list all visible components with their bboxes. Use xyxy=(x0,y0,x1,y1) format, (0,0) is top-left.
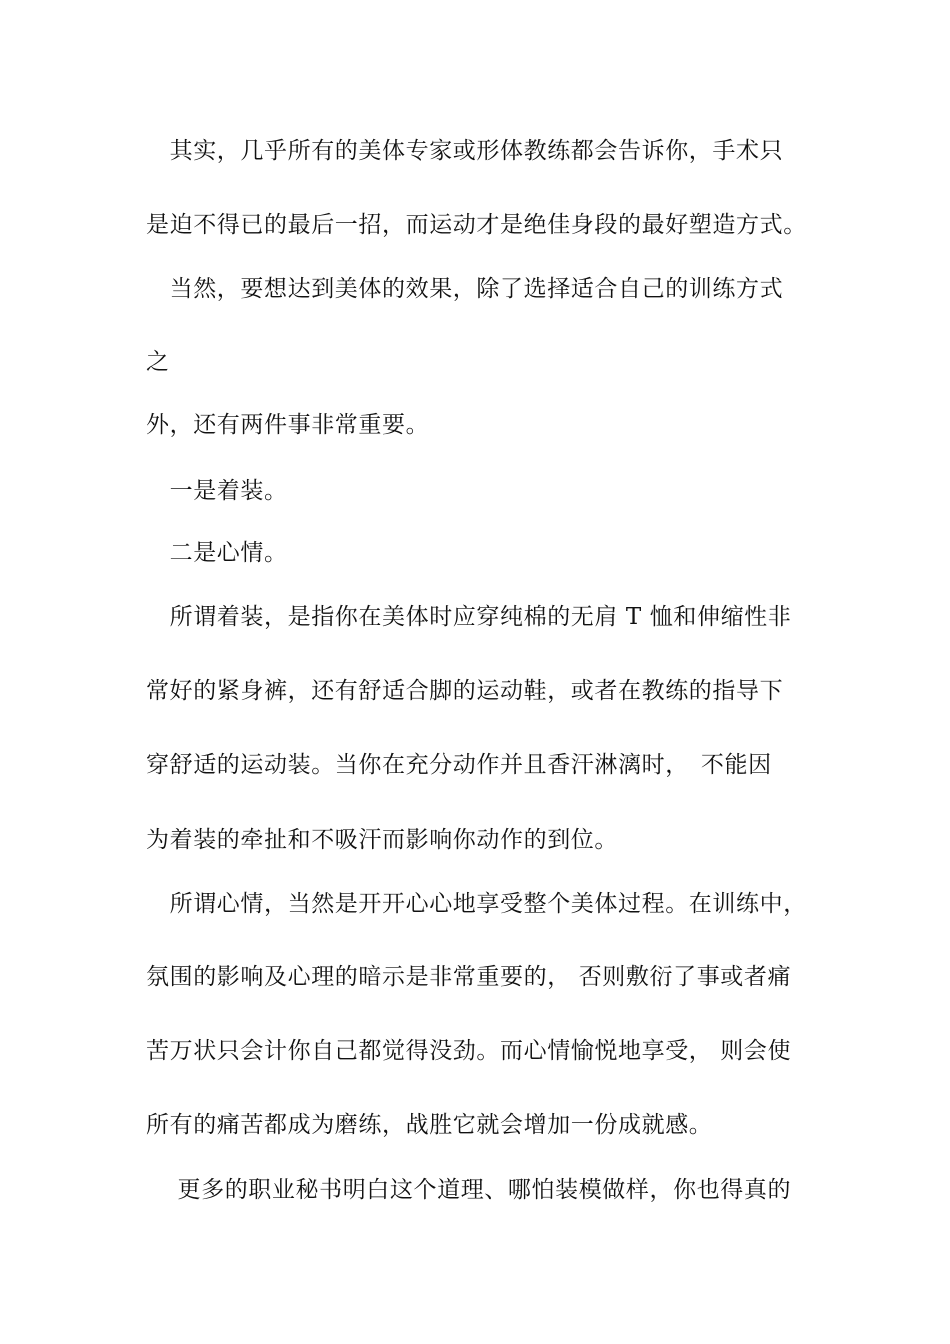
text-line: 更多的职业秘书明白这个道理、哪怕装模做样，你也得真的 xyxy=(146,1177,792,1203)
text-line: 一是着装。 xyxy=(146,478,288,504)
text-line: 常好的紧身裤，还有舒适合脚的运动鞋，或者在教练的指导下 xyxy=(146,678,784,704)
text-line: 之 xyxy=(146,349,170,375)
text-line: 当然，要想达到美体的效果，除了选择适合自己的训练方式 xyxy=(146,276,784,302)
text-line: 为着装的牵扯和不吸汗而影响你动作的到位。 xyxy=(146,827,618,853)
text-line: 氛围的影响及心理的暗示是非常重要的， 否则敷衍了事或者痛 xyxy=(146,964,792,990)
text-line: 是迫不得已的最后一招，而运动才是绝佳身段的最好塑造方式。 xyxy=(146,212,807,238)
text-line: 所有的痛苦都成为磨练，战胜它就会增加一份成就感。 xyxy=(146,1112,713,1138)
text-line: 所谓心情，当然是开开心心地享受整个美体过程。在训练中， xyxy=(146,891,807,917)
text-line: 穿舒适的运动装。当你在充分动作并且香汗淋漓时， 不能因 xyxy=(146,752,772,778)
text-line: 其实，几乎所有的美体专家或形体教练都会告诉你，手术只 xyxy=(146,138,784,164)
text-line: 二是心情。 xyxy=(146,540,288,566)
text-line: 所谓着装，是指你在美体时应穿纯棉的无肩 T 恤和伸缩性非 xyxy=(146,604,792,630)
text-line: 苦万状只会计你自己都觉得没劲。而心情愉悦地享受， 则会使 xyxy=(146,1038,792,1064)
text-line: 外，还有两件事非常重要。 xyxy=(146,412,430,438)
